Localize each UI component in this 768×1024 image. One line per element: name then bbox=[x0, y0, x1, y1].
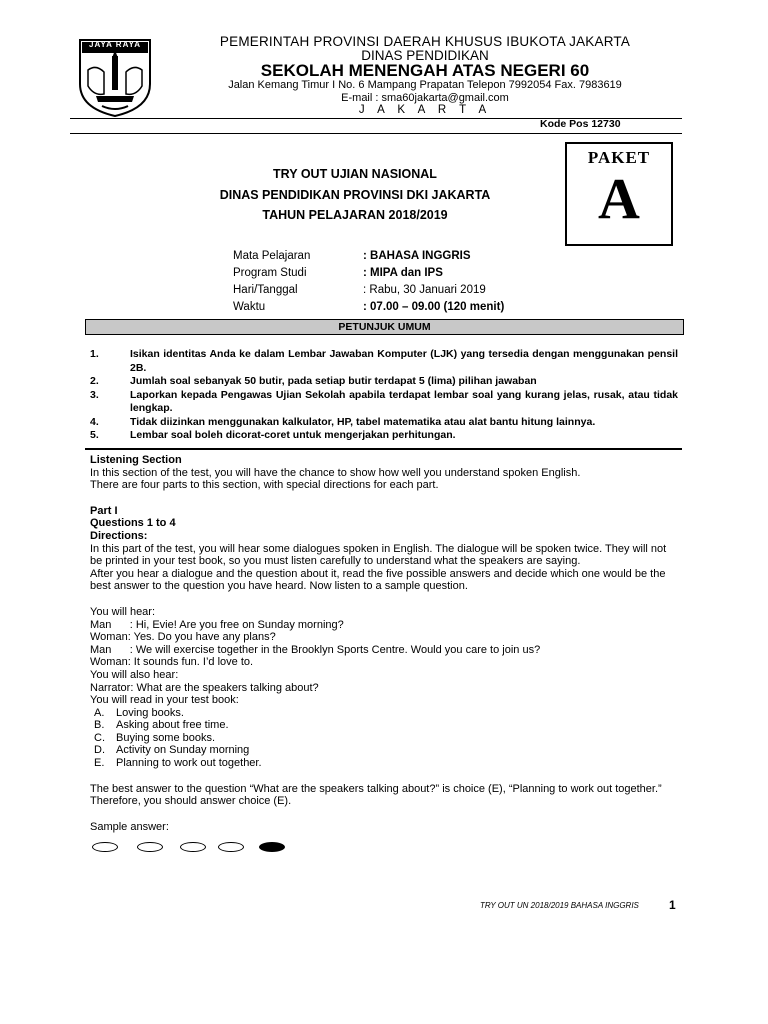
section-divider bbox=[85, 448, 682, 450]
answer-bubble-e-filled bbox=[259, 842, 285, 852]
header-government-line: PEMERINTAH PROVINSI DAERAH KHUSUS IBUKOTA JAKARTA bbox=[219, 34, 631, 49]
listening-section bbox=[90, 454, 678, 833]
instruction-text: Jumlah soal sebanyak 50 butir, pada setiap butir terdapat 5 (lima) pilihan jawaban bbox=[130, 375, 537, 387]
exam-title-1: TRY OUT UJIAN NASIONAL bbox=[273, 167, 437, 181]
best-answer-explanation: The best answer to the question “What are the speakers talking about?” is choice (E), “Planning to work out together.” Therefore, you should answer choice (E). bbox=[90, 782, 662, 808]
header-city: J A K A R T A bbox=[358, 104, 492, 116]
header-postcode: Kode Pos 12730 bbox=[540, 118, 621, 130]
option-letter: A. bbox=[94, 706, 105, 719]
narrator-question: Narrator: What are the speakers talking about? bbox=[90, 681, 319, 694]
instruction-text: Isikan identitas Anda ke dalam Lembar Jawaban Komputer (LJK) yang tersedia dengan menggunakan pensil 2B. bbox=[130, 348, 678, 374]
exam-title-2: DINAS PENDIDIKAN PROVINSI DKI JAKARTA bbox=[219, 187, 491, 202]
instruction-item bbox=[90, 429, 678, 443]
meta-value: : BAHASA INGGRIS bbox=[363, 250, 471, 262]
meta-row bbox=[233, 282, 504, 299]
logo-text: JAYA RAYA bbox=[89, 40, 141, 49]
instruction-text: Tidak diizinkan menggunakan kalkulator, HP, tabel matematika atau alat bantu hitung lainnya. bbox=[130, 415, 596, 428]
meta-key: Program Studi bbox=[233, 267, 307, 279]
exam-title-block bbox=[180, 164, 530, 226]
directions-text-1: In this part of the test, you will hear some dialogues spoken in English. The dialogue will be spoken twice. They will not be printed in your test book, so you must listen carefully to understand what the speakers are saying. bbox=[90, 542, 667, 568]
instruction-number: 3. bbox=[90, 388, 99, 401]
meta-value: : MIPA dan IPS bbox=[363, 267, 443, 279]
answer-option bbox=[90, 707, 678, 720]
instruction-number: 5. bbox=[90, 429, 99, 441]
you-will-hear: You will hear: bbox=[90, 605, 156, 618]
dialogue-line: Man : We will exercise together in the Brooklyn Sports Centre. Would you care to join us? bbox=[90, 643, 541, 656]
option-letter: B. bbox=[94, 719, 105, 732]
header-school-name: SEKOLAH MENENGAH ATAS NEGERI 60 bbox=[260, 61, 590, 80]
questions-range: Questions 1 to 4 bbox=[90, 517, 176, 530]
option-text: Activity on Sunday morning bbox=[116, 744, 250, 757]
general-instructions bbox=[90, 348, 678, 443]
instruction-number: 4. bbox=[90, 415, 99, 428]
answer-bubble-b bbox=[137, 842, 163, 852]
paket-label: PAKET bbox=[587, 148, 651, 167]
directions-text-2: After you hear a dialogue and the question about it, read the five possible answers and decide which one would be the best answer to the question you have heard. Now listen to a sample question. bbox=[90, 567, 666, 593]
listening-heading: Listening Section bbox=[90, 454, 182, 466]
meta-value: : 07.00 – 09.00 (120 menit) bbox=[363, 301, 505, 313]
option-letter: C. bbox=[94, 731, 105, 744]
exam-meta-table bbox=[233, 248, 504, 316]
directions-label: Directions: bbox=[90, 529, 148, 542]
paket-letter: A bbox=[598, 166, 640, 231]
dialogue-line: Woman: It sounds fun. I’d love to. bbox=[90, 656, 254, 669]
instruction-number: 1. bbox=[90, 348, 99, 360]
header-address: Jalan Kemang Timur I No. 6 Mampang Prapatan Telepon 7992054 Fax. 7983619 bbox=[228, 79, 622, 91]
meta-row bbox=[233, 248, 504, 265]
part-heading: Part I bbox=[90, 504, 118, 517]
instruction-item bbox=[90, 416, 678, 430]
header-email: E-mail : sma60jakarta@gmail.com bbox=[341, 92, 509, 104]
paket-box bbox=[565, 142, 673, 246]
answer-option bbox=[90, 757, 678, 770]
answer-bubble-a bbox=[92, 842, 118, 852]
listening-intro-1: In this section of the test, you will have the chance to show how well you understand spoken English. bbox=[90, 466, 581, 479]
answer-bubble-c bbox=[180, 842, 206, 852]
instruction-text: Lembar soal boleh dicorat-coret untuk mengerjakan perhitungan. bbox=[130, 429, 456, 441]
answer-option bbox=[90, 744, 678, 757]
dialogue-line: Man : Hi, Evie! Are you free on Sunday morning? bbox=[90, 618, 344, 631]
answer-option bbox=[90, 719, 678, 732]
header-department-line: DINAS PENDIDIKAN bbox=[361, 48, 489, 63]
meta-row bbox=[233, 299, 504, 316]
answer-bubble-d bbox=[218, 842, 244, 852]
meta-key: Mata Pelajaran bbox=[233, 250, 311, 262]
petunjuk-umum-banner: PETUNJUK UMUM bbox=[85, 319, 684, 335]
you-will-also-hear: You will also hear: bbox=[90, 668, 179, 681]
meta-key: Hari/Tanggal bbox=[233, 284, 298, 296]
exam-title-3: TAHUN PELAJARAN 2018/2019 bbox=[262, 208, 448, 222]
option-letter: D. bbox=[94, 744, 105, 757]
answer-option bbox=[90, 732, 678, 745]
school-emblem-logo bbox=[74, 36, 156, 118]
postcode-divider bbox=[70, 133, 682, 134]
sample-answer-label: Sample answer: bbox=[90, 820, 169, 833]
page-number: 1 bbox=[669, 898, 676, 912]
option-text: Asking about free time. bbox=[116, 719, 229, 732]
listening-intro-2: There are four parts to this section, with special directions for each part. bbox=[90, 479, 439, 492]
footer-text: TRY OUT UN 2018/2019 BAHASA INGGRIS bbox=[480, 901, 639, 910]
instruction-item bbox=[90, 348, 678, 375]
you-will-read: You will read in your test book: bbox=[90, 694, 239, 707]
instruction-item bbox=[90, 375, 678, 389]
meta-row bbox=[233, 265, 504, 282]
option-text: Planning to work out together. bbox=[116, 757, 262, 770]
option-text: Loving books. bbox=[116, 706, 184, 719]
dialogue-line: Woman: Yes. Do you have any plans? bbox=[90, 631, 276, 644]
option-letter: E. bbox=[94, 757, 105, 770]
instruction-text: Laporkan kepada Pengawas Ujian Sekolah apabila terdapat lembar soal yang kurang jelas, rusak, atau tidak lengkap. bbox=[130, 388, 678, 414]
option-text: Buying some books. bbox=[116, 731, 216, 744]
meta-value: : Rabu, 30 Januari 2019 bbox=[363, 284, 486, 296]
instruction-number: 2. bbox=[90, 375, 99, 387]
instruction-item bbox=[90, 389, 678, 416]
meta-key: Waktu bbox=[233, 301, 266, 313]
